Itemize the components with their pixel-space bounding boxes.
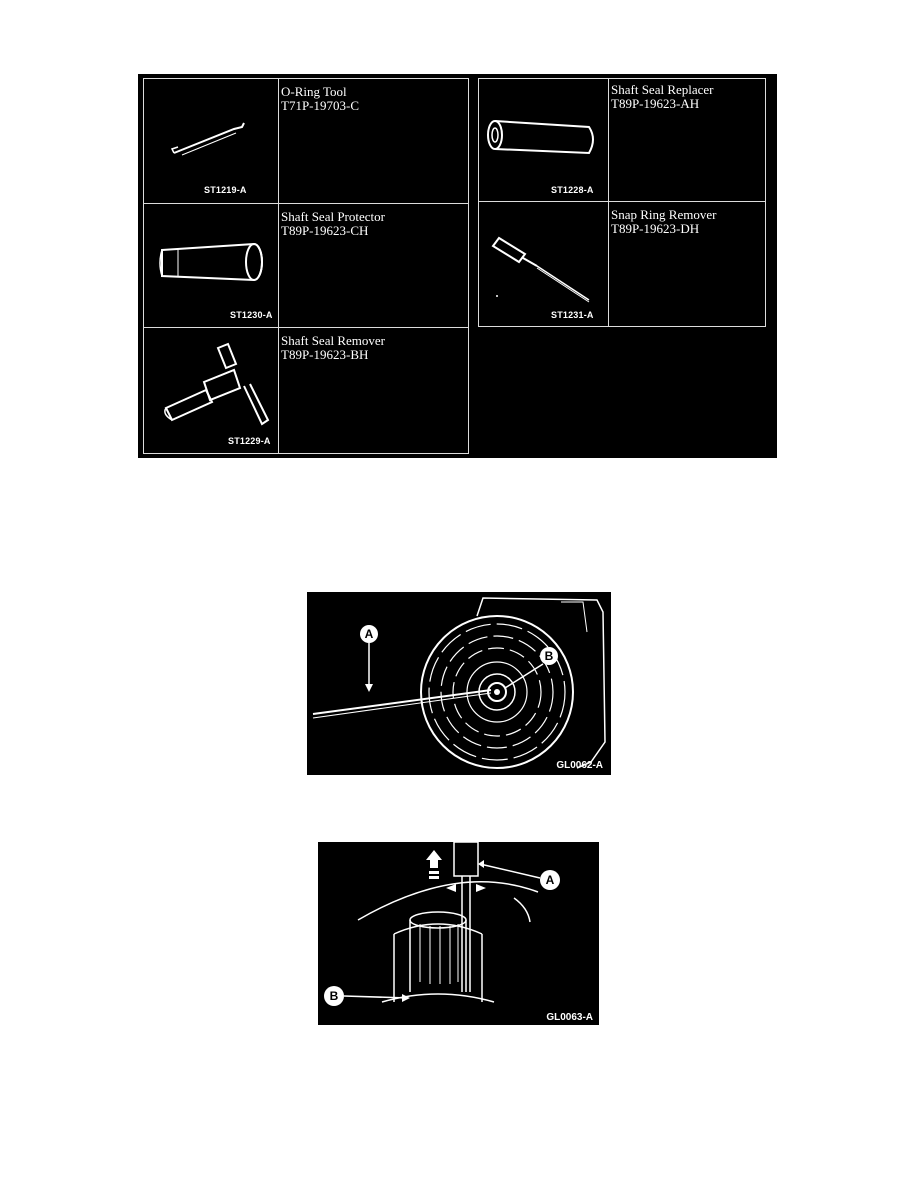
tool-code: ST1229-A xyxy=(228,436,271,446)
snap-ring-removal-illustration xyxy=(318,842,599,1025)
figure-pulley-seal xyxy=(307,592,611,775)
callout-b-label: B xyxy=(329,989,339,1003)
replacer-tool-illustration xyxy=(479,79,609,201)
protector-tool-illustration xyxy=(144,204,279,327)
tool-name: Shaft Seal Remover xyxy=(281,333,385,348)
callout-a-label: A xyxy=(545,873,555,887)
tool-name: Shaft Seal Replacer xyxy=(611,82,714,97)
tool-number: T89P-19623-AH xyxy=(611,96,700,111)
tool-name: Snap Ring Remover xyxy=(611,207,717,222)
figure-snap-ring xyxy=(318,842,599,1025)
shaft-seal-remover-icon xyxy=(144,328,279,453)
tool-number: T89P-19623-BH xyxy=(281,347,369,362)
tool-code: ST1219-A xyxy=(204,185,247,195)
tool-number: T89P-19623-CH xyxy=(281,223,369,238)
tool-name: O-Ring Tool xyxy=(281,84,347,99)
tool-code: ST1228-A xyxy=(551,185,594,195)
tool-cell-snapring xyxy=(478,201,766,327)
tool-code: ST1230-A xyxy=(230,310,273,320)
callout-b-label: B xyxy=(544,649,554,663)
tool-cell-protector xyxy=(143,203,469,328)
remover-tool-illustration xyxy=(144,328,279,453)
tool-cell-replacer xyxy=(478,78,766,202)
oring-tool-illustration xyxy=(144,79,279,203)
shaft-seal-replacer-icon xyxy=(479,79,609,201)
special-tools-table xyxy=(138,74,777,458)
snapring-tool-illustration xyxy=(479,202,609,326)
tool-cell-oring xyxy=(143,78,469,204)
tool-code: ST1231-A xyxy=(551,310,594,320)
tool-name: Shaft Seal Protector xyxy=(281,209,385,224)
figure-code: GL0062-A xyxy=(556,760,603,771)
figure-code: GL0063-A xyxy=(546,1012,593,1023)
snap-ring-remover-icon xyxy=(479,202,609,326)
tool-number: T71P-19703-C xyxy=(281,98,359,113)
callout-a-label: A xyxy=(364,627,374,641)
shaft-seal-protector-icon xyxy=(144,204,279,327)
clutch-pulley-illustration xyxy=(307,592,611,775)
tool-number: T89P-19623-DH xyxy=(611,221,700,236)
tool-cell-remover xyxy=(143,327,469,454)
